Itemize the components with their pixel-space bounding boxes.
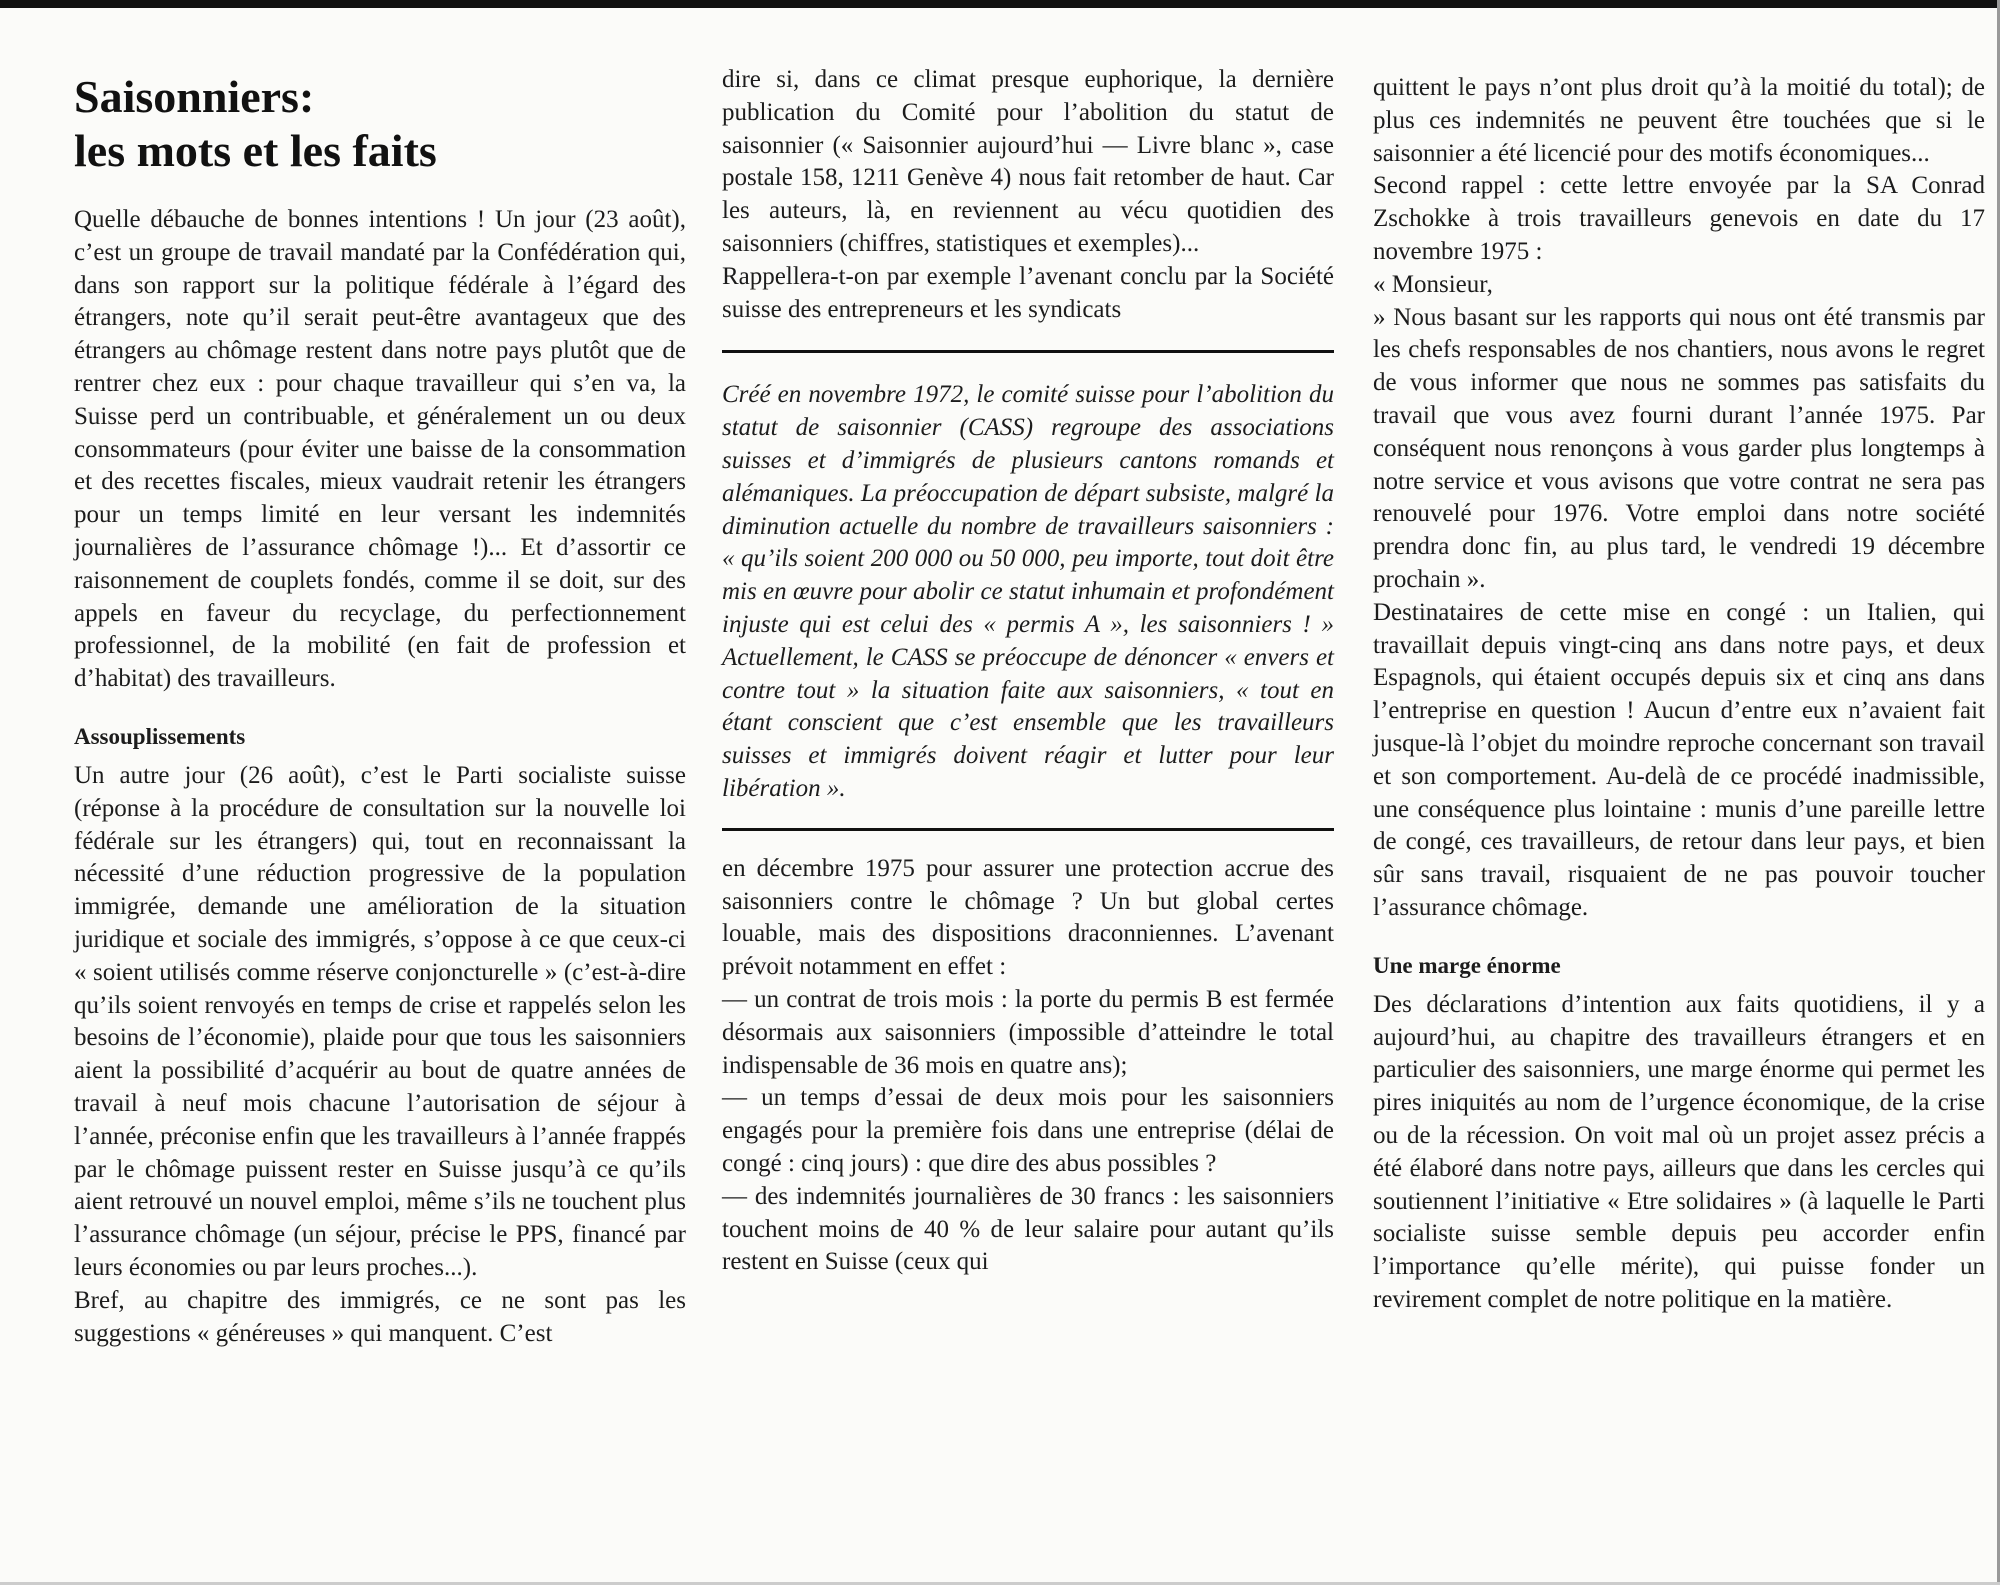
article-title	[74, 70, 686, 178]
paragraph: Second rappel : cette lettre envoyée par la SA Conrad Zschokke à trois travailleurs genevois en date du 17 novembre 1975 :	[1373, 172, 1985, 265]
paragraph: Un autre jour (26 août), c’est le Parti socialiste suisse (réponse à la procédure de consultation sur la nouvelle loi fédérale sur les étrangers) qui, tout en reconnaissant la nécessité d’une réduction progressive de la population immigrée, demande une amélioration de la situation juridique et sociale des immigrés, s’oppose à ce que ceux-ci « soient utilisés comme réserve conjoncturelle » (c’est-à-dire qu’ils soient renvoyés en temps de crise et rappelés selon les besoins de l’économie), plaide pour que tous les saisonniers aient la possibilité d’acquérir au bout de quatre années de travail à neuf mois chacune l’autorisation de séjour à l’année, préconise enfin que les travailleurs à l’année frappés par le chômage puissent rester en Suisse jusqu’à ce qu’ils aient retrouvé un nouvel emploi, même s’ils ne touchent plus l’assurance chômage (un séjour, précise le PPS, financé par leurs économies ou par leurs proches...).	[74, 761, 686, 1281]
box-rule-bottom	[722, 828, 1334, 831]
info-box-text: Créé en novembre 1972, le comité suisse pour l’abolition du statut de saisonnier (CASS) regroupe des associations suisses et d’immigrés de plusieurs cantons romands et alémaniques. La préoccupation de départ subsiste, malgré la diminution actuelle du nombre de travailleurs saisonniers : « qu’ils soient 200 000 ou 50 000, peu importe, tout doit être mis en œuvre pour abolir ce statut inhumain et profondément injuste qui est celui des « permis A », les saisonniers ! » Actuellement, le CASS se préoccupe de dénoncer « envers et contre tout » la situation faite aux saisonniers, « tout en étant conscient que c’est ensemble que les travailleurs suisses et immigrés doivent réagir et lutter pour leur libération ».	[722, 381, 1334, 802]
section-heading-marge: Une marge énorme	[1373, 952, 1561, 978]
list-item: — un temps d’essai de deux mois pour les saisonniers engagés pour la première fois dans une entreprise (délai de congé : cinq jours) : que dire des abus possibles ?	[722, 1084, 1334, 1177]
letter-body: » Nous basant sur les rapports qui nous ont été transmis par les chefs responsables de nos chantiers, nous avons le regret de vous informer que nous ne sommes pas satisfaits du travail que vous avez fourni durant l’année 1975. Par conséquent nous renonçons à vous garder plus longtemps à notre service et vous avisons que votre contrat ne sera pas renouvelé pour 1976. Votre emploi dans notre société prendra donc fin, au plus tard, le vendredi 19 décembre prochain ».	[1373, 303, 1985, 593]
column-1	[74, 64, 686, 1350]
title-line-2: les mots et les faits	[74, 125, 437, 176]
top-rule	[0, 0, 2000, 8]
paragraph: Destinataires de cette mise en congé : un Italien, qui travaillait depuis vingt-cinq ans dans notre pays, et deux Espagnols, qui étaient occupés depuis six et cinq ans dans l’entreprise en question ! Aucun d’entre eux n’avaient fait jusque-là l’objet du moindre reproche concernant son travail et son comportement. Au-delà de ce procédé inadmissible, une conséquence plus lointaine : munis d’une pareille lettre de congé, ces travailleurs, de retour dans leur pays, et bien sûr sans travail, risquaient de ne pas pouvoir toucher l’assurance chômage.	[1373, 598, 1985, 921]
list-item: — un contrat de trois mois : la porte du permis B est fermée désormais aux saisonniers (impossible d’atteindre le total indispensable de 36 mois en quatre ans);	[722, 985, 1334, 1079]
column-3	[1373, 72, 1985, 1317]
paragraph: quittent le pays n’ont plus droit qu’à la moitié du total); de plus ces indemnités ne peuvent être touchées que si le saisonnier a été licencié pour des motifs économiques...	[1373, 74, 1985, 167]
paragraph: dire si, dans ce climat presque euphorique, la dernière publication du Comité pour l’abolition du statut de saisonnier (« Saisonnier aujourd’hui — Livre blanc », case postale 158, 1211 Genève 4) nous fait retomber de haut. Car les auteurs, là, en reviennent au vécu quotidien des saisonniers (chiffres, statistiques et exemples)...	[722, 66, 1334, 257]
paragraph: Quelle débauche de bonnes intentions ! Un jour (23 août), c’est un groupe de travail mandaté par la Confédération qui, dans son rapport sur la politique fédérale à l’égard des étrangers, note qu’il serait peut-être avantageux que des étrangers au chômage restent dans notre pays plutôt que de rentrer chez eux : pour chaque travailleur qui s’en va, la Suisse perd un contribuable, et généralement un ou deux consommateurs (pour éviter une baisse de la consommation et des recettes fiscales, mieux vaudrait retenir les étrangers pour un temps limité en leur versant les indemnités journalières de l’assurance chômage !)... Et d’assortir ce raisonnement de couplets fondés, comme il se doit, sur des appels en faveur du recyclage, du perfectionnement professionnel, de la mobilité (en fait de profession et d’habitat) des travailleurs.	[74, 206, 686, 693]
info-box	[722, 379, 1334, 805]
list-item: — des indemnités journalières de 30 francs : les saisonniers touchent moins de 40 % de leur salaire pour autant qu’ils restent en Suisse (ceux qui	[722, 1182, 1334, 1276]
paragraph: Des déclarations d’intention aux faits quotidiens, il y a aujourd’hui, au chapitre des travailleurs étrangers et en particulier des saisonniers, une marge énorme qui permet les pires iniquités au nom de l’urgence économique, de la crise ou de la récession. On voit mal où un projet assez précis a été élaboré dans notre pays, ailleurs que dans les cercles qui soutiennent l’initiative « Etre solidaires » (à laquelle le Parti socialiste suisse semble depuis peu accorder enfin l’importance qu’elle mérite), qui puisse fonder un revirement complet de notre politique en la matière.	[1373, 990, 1985, 1313]
paragraph: en décembre 1975 pour assurer une protection accrue des saisonniers contre le chômage ? Un but global certes louable, mais des dispositions draconniennes. L’avenant prévoit notamment en effet :	[722, 854, 1334, 981]
letter-salutation: « Monsieur,	[1373, 270, 1493, 298]
column-2	[722, 64, 1334, 1279]
title-line-1: Saisonniers:	[74, 71, 315, 122]
section-heading-assouplissements: Assouplissements	[74, 723, 246, 749]
box-rule-top	[722, 350, 1334, 353]
paragraph: Rappellera-t-on par exemple l’avenant conclu par la Société suisse des entrepreneurs et les syndicats	[722, 262, 1334, 323]
paragraph: Bref, au chapitre des immigrés, ce ne sont pas les suggestions « généreuses » qui manquent. C’est	[74, 1286, 686, 1347]
